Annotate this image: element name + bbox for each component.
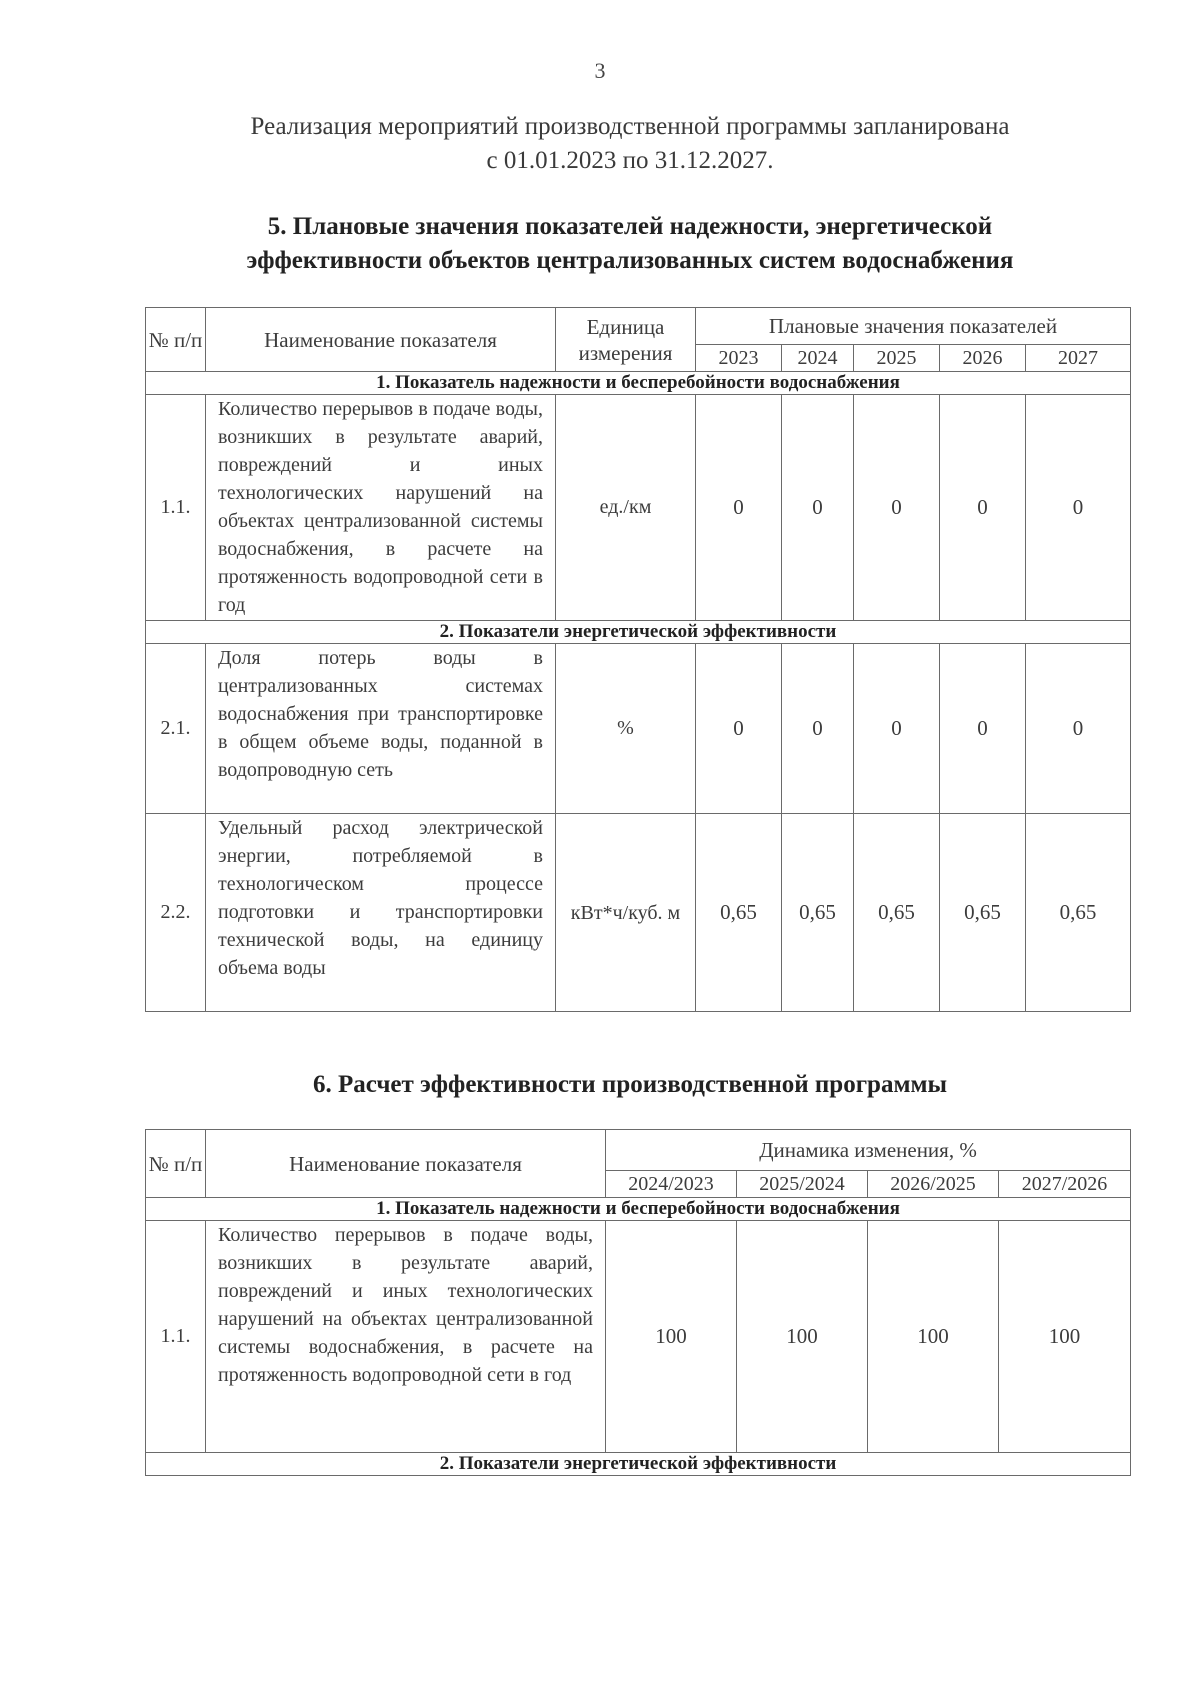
dynamics-value: 100 (737, 1221, 868, 1453)
section-6-title: 6. Расчет эффективности производственной программы (312, 1071, 948, 1098)
header-period: 2025/2024 (737, 1171, 868, 1198)
header-year: 2027 (1026, 345, 1131, 372)
intro-line-2: с 01.01.2023 по 31.12.2027. (486, 147, 774, 174)
dynamics-value: 100 (999, 1221, 1131, 1453)
plan-value: 0 (940, 644, 1026, 814)
intro-line-1: Реализация мероприятий производственной программы запланирована (250, 113, 1010, 140)
group-reliability: 1. Показатель надежности и бесперебойности водоснабжения (146, 372, 1131, 395)
row-number: 2.1. (146, 644, 206, 814)
indicator-name: Количество перерывов в подаче воды, возникших в результате аварий, повреждений и иных технологических нарушений на объектах централизованной системы водоснабжения, в расчете на протяженность водопроводной сети в год (206, 1221, 606, 1453)
indicator-name: Доля потерь воды в централизованных системах водоснабжения при транспортировке в общем объеме воды, поданной в водопроводную сеть (206, 644, 556, 814)
plan-value: 0 (854, 395, 940, 621)
indicator-unit: % (556, 644, 696, 814)
indicator-name: Количество перерывов в подаче воды, возникших в результате аварий, повреждений и иных технологических нарушений на объектах централизованной системы водоснабжения, в расчете на протяженность водопроводной сети в год (206, 395, 556, 621)
section-5-title-line-2: эффективности объектов централизованных систем водоснабжения (246, 247, 1014, 274)
header-name: Наименование показателя (206, 1130, 606, 1198)
table-row (146, 1221, 1131, 1453)
indicator-unit: кВт*ч/куб. м (556, 814, 696, 1012)
group-energy-efficiency: 2. Показатели энергетической эффективности (146, 621, 1131, 644)
page-number: 3 (594, 58, 606, 83)
dynamics-value: 100 (606, 1221, 737, 1453)
dynamics-value: 100 (868, 1221, 999, 1453)
header-year: 2026 (940, 345, 1026, 372)
header-num: № п/п (146, 308, 206, 372)
plan-value: 0 (696, 644, 782, 814)
plan-value: 0 (1026, 644, 1131, 814)
group-energy-efficiency: 2. Показатели энергетической эффективности (146, 1453, 1131, 1476)
header-year: 2024 (782, 345, 854, 372)
header-name: Наименование показателя (206, 308, 556, 372)
plan-value: 0,65 (782, 814, 854, 1012)
efficiency-calculation-table (145, 1129, 1131, 1476)
table-row (146, 395, 1131, 621)
indicator-name: Удельный расход электрической энергии, потребляемой в технологическом процессе подготовки и транспортировки технической воды, на единицу объема воды (206, 814, 556, 1012)
header-period: 2024/2023 (606, 1171, 737, 1198)
table-row (146, 644, 1131, 814)
plan-value: 0 (940, 395, 1026, 621)
plan-value: 0,65 (696, 814, 782, 1012)
reliability-indicators-table (145, 307, 1131, 1012)
group-reliability: 1. Показатель надежности и бесперебойности водоснабжения (146, 1198, 1131, 1221)
section-5-title (0, 210, 1200, 278)
indicator-unit: ед./км (556, 395, 696, 621)
row-number: 1.1. (146, 1221, 206, 1453)
plan-value: 0,65 (854, 814, 940, 1012)
header-period: 2027/2026 (999, 1171, 1131, 1198)
header-plan-values: Плановые значения показателей (696, 308, 1131, 345)
plan-value: 0,65 (940, 814, 1026, 1012)
plan-value: 0 (854, 644, 940, 814)
header-unit: Единица измерения (556, 308, 696, 372)
header-dynamics: Динамика изменения, % (606, 1130, 1131, 1171)
intro-text (0, 110, 1200, 178)
plan-value: 0 (696, 395, 782, 621)
header-year: 2025 (854, 345, 940, 372)
row-number: 1.1. (146, 395, 206, 621)
plan-value: 0 (782, 395, 854, 621)
header-num: № п/п (146, 1130, 206, 1198)
plan-value: 0,65 (1026, 814, 1131, 1012)
header-period: 2026/2025 (868, 1171, 999, 1198)
row-number: 2.2. (146, 814, 206, 1012)
table-row (146, 814, 1131, 1012)
header-year: 2023 (696, 345, 782, 372)
plan-value: 0 (1026, 395, 1131, 621)
plan-value: 0 (782, 644, 854, 814)
section-5-title-line-1: 5. Плановые значения показателей надежности, энергетической (267, 213, 993, 240)
